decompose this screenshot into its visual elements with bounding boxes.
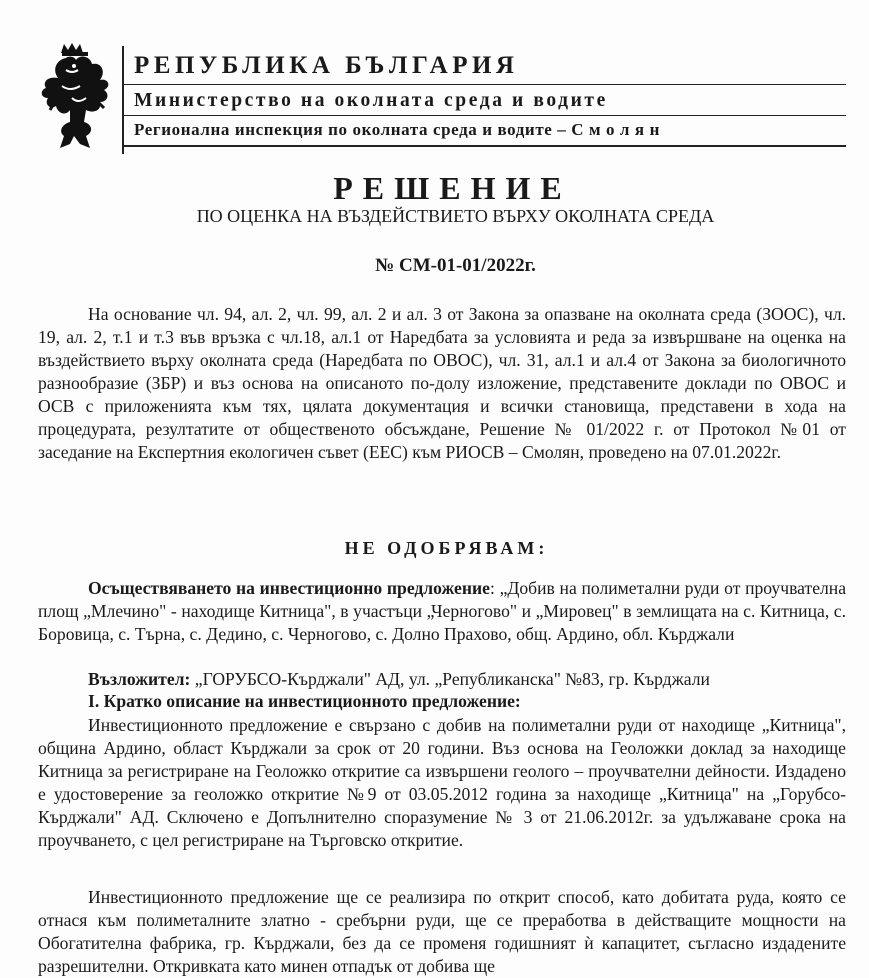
document-title: РЕШЕНИЕ	[333, 170, 572, 206]
assignor-text: „ГОРУБСО-Кърджали" АД, ул. „Републиканска" №83, гр. Кърджали	[190, 669, 710, 689]
header-inspectorate: Регионална инспекция по околната среда и водите – С м о л я н	[134, 120, 660, 139]
section1-paragraph-2: Инвестиционното предложение ще се реализира по открит способ, като добитата руда, която се отнася към полиметалните златно - сребърни руди, ще се преработва в действащите мощности на Обогатителна фабрика, гр. Кърджали, без да се променя годишният ѝ капацитет, съгласно издадените разрешителни. Откривката като минен отпадък от добива ще	[38, 887, 846, 976]
header-divider-2	[124, 115, 846, 116]
header-ministry: Министерство на околната среда и водите	[134, 90, 608, 111]
header-divider-1	[124, 84, 846, 85]
decision-heading: НЕ ОДОБРЯВАМ:	[344, 538, 549, 558]
decision-number: № СМ-01-01/2022г.	[375, 255, 536, 276]
assignor-label: Възложител:	[88, 669, 191, 689]
header-divider-3	[124, 145, 846, 147]
section1-paragraph-1: Инвестиционното предложение е свързано с добив на полиметални руди от находище „Китница", община Ардино, област Кърджали за срок от 20 години. Въз основа на Геоложки доклад за находище Китница за регистриране на Геоложко откритие са извършени геолого – проучвателни дейности. Издадено е удостоверение за геоложко откритие №9 от 03.05.2012 година за находище „Китница" на „Горубсо-Кърджали" АД. Сключено е Допълнително споразумение № 3 от 21.06.2012г. за удължаване срока на проучването, с цел регистриране на Търговско откритие.	[38, 715, 846, 850]
implementation-label: Осъществяването на инвестиционно предложение	[88, 578, 490, 598]
header-country: РЕПУБЛИКА БЪЛГАРИЯ	[134, 52, 519, 79]
implementation-paragraph	[38, 577, 846, 646]
implementation-text: : „Добив на полиметални руди от проучвателна площ „Млечино" - находище Китница", в участъци „Черногово" и „Мировец" в землищата на с. Китница, с. Боровица, с. Търна, с. Дедино, с. Черногово, с. Долно Прахово, общ. Ардино, обл. Кърджали	[38, 578, 847, 644]
document-subtitle: ПО ОЦЕНКА НА ВЪЗДЕЙСТВИЕТО ВЪРХУ ОКОЛНАТА СРЕДА	[196, 206, 715, 226]
lion-crest-icon	[36, 40, 116, 152]
header-vertical-divider	[122, 46, 124, 154]
basis-paragraph: На основание чл. 94, ал. 2, чл. 99, ал. 2 и ал. 3 от Закона за опазване на околната среда (ЗООС), чл. 19, ал. 2, т.1 и т.3 във връзка с чл.18, ал.1 от Наредбата за условията и реда за извършване на оценка на въздействието върху околната среда (Наредбата по ОВОС), чл. 31, ал.1 и ал.4 от Закона за биологичното разнообразие (ЗБР) и въз основа на описаното по-долу изложение, представените доклади по ОВОС и ОСВ с приложенията към тях, цялата документация и всички становища, представени в хода на процедурата, резултатите от общественото обсъждане, Решение № 01/2022 г. от Протокол №01 от заседание на Експертния екологичен съвет (ЕЕС) към РИОСВ – Смолян, проведено на 07.01.2022г.	[38, 304, 846, 462]
assignor-paragraph	[38, 668, 846, 691]
section1-heading: I. Кратко описание на инвестиционното предложение:	[88, 691, 521, 711]
